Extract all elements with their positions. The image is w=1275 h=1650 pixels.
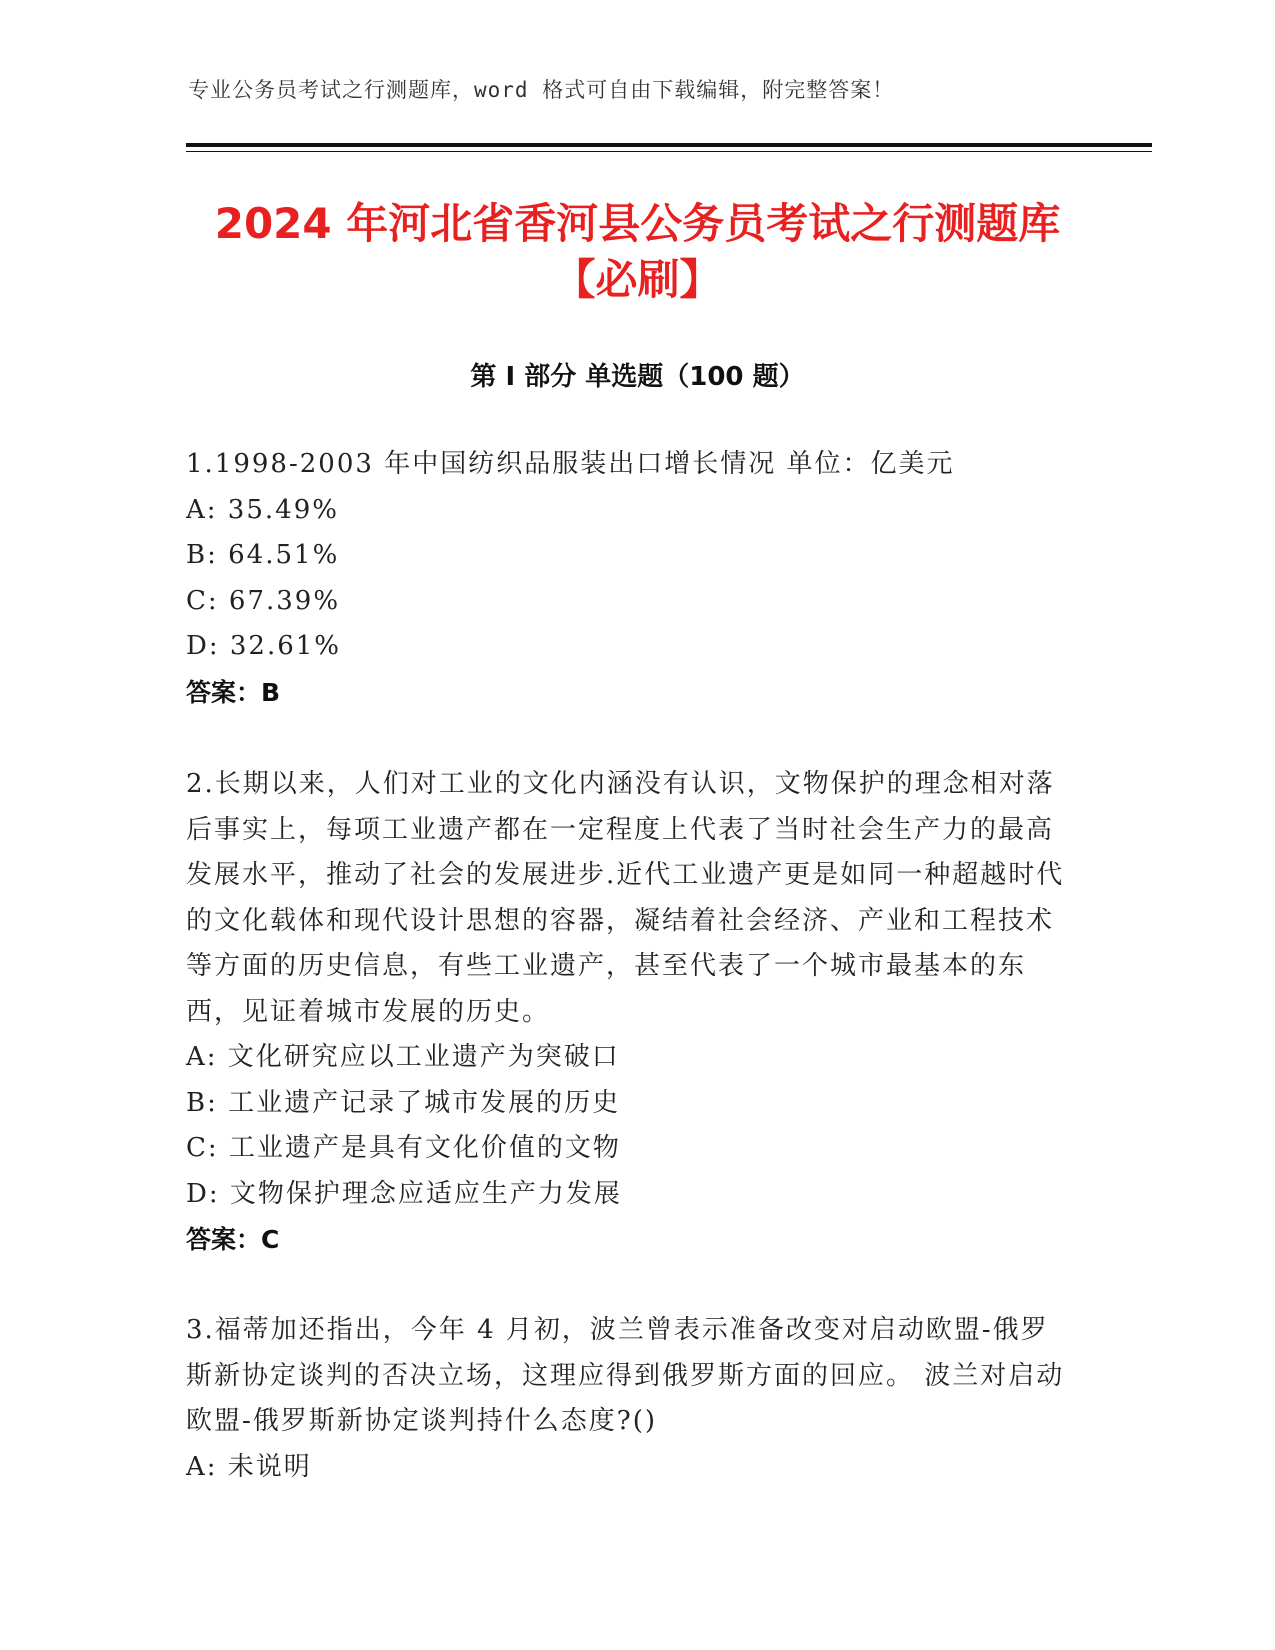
option-a: A: 未说明 (186, 1451, 312, 1482)
question-stem: 2.长期以来，人们对工业的文化内涵没有认识，文物保护的理念相对落后事实上，每项工业遗产都在一定程度上代表了当时社会生产力的最高发展水平，推动了社会的发展进步.近代工业遗产更是如同一种超越时代的文化载体和现代设计思想的容器，凝结着社会经济、产业和工程技术等方面的历史信息，有些工业遗产，甚至代表了一个城市最基本的东西，见证着城市发展的历史。 (186, 769, 1065, 1027)
document-title (100, 196, 1175, 308)
option-b: B: 64.51% (186, 540, 340, 570)
question-2 (186, 762, 1076, 1263)
option-a: A: 文化研究应以工业遗产为突破口 (186, 1042, 620, 1072)
option-c: C: 工业遗产是具有文化价值的文物 (186, 1133, 621, 1163)
header-note: 专业公务员考试之行测题库，word 格式可自由下载编辑，附完整答案！ (188, 78, 895, 102)
option-d: D: 文物保护理念应适应生产力发展 (186, 1178, 622, 1209)
title-line-1: 2024 年河北省香河县公务员考试之行测题库 (214, 199, 1061, 248)
option-c: C: 67.39% (186, 585, 341, 616)
question-stem: 3.福蒂加还指出，今年 4 月初，波兰曾表示准备改变对启动欧盟-俄罗斯新协定谈判的否决立场，这理应得到俄罗斯方面的回应。 波兰对启动欧盟-俄罗斯新协定谈判持什么态度?() (186, 1315, 1065, 1436)
header-rule-thin (186, 151, 1152, 152)
question-3 (186, 1308, 1076, 1490)
answer-line: 答案：C (186, 1225, 280, 1254)
header-rule-thick (186, 143, 1152, 147)
option-a: A: 35.49% (186, 494, 339, 525)
option-d: D: 32.61% (186, 631, 342, 661)
title-line-2: 【必刷】 (553, 255, 722, 304)
question-1 (186, 442, 1076, 715)
option-b: B: 工业遗产记录了城市发展的历史 (186, 1087, 621, 1118)
answer-line: 答案：B (186, 677, 281, 707)
question-stem: 1.1998-2003 年中国纺织品服装出口增长情况 单位：亿美元 (186, 449, 955, 479)
section-title: 第 I 部分 单选题（100 题） (470, 362, 805, 392)
